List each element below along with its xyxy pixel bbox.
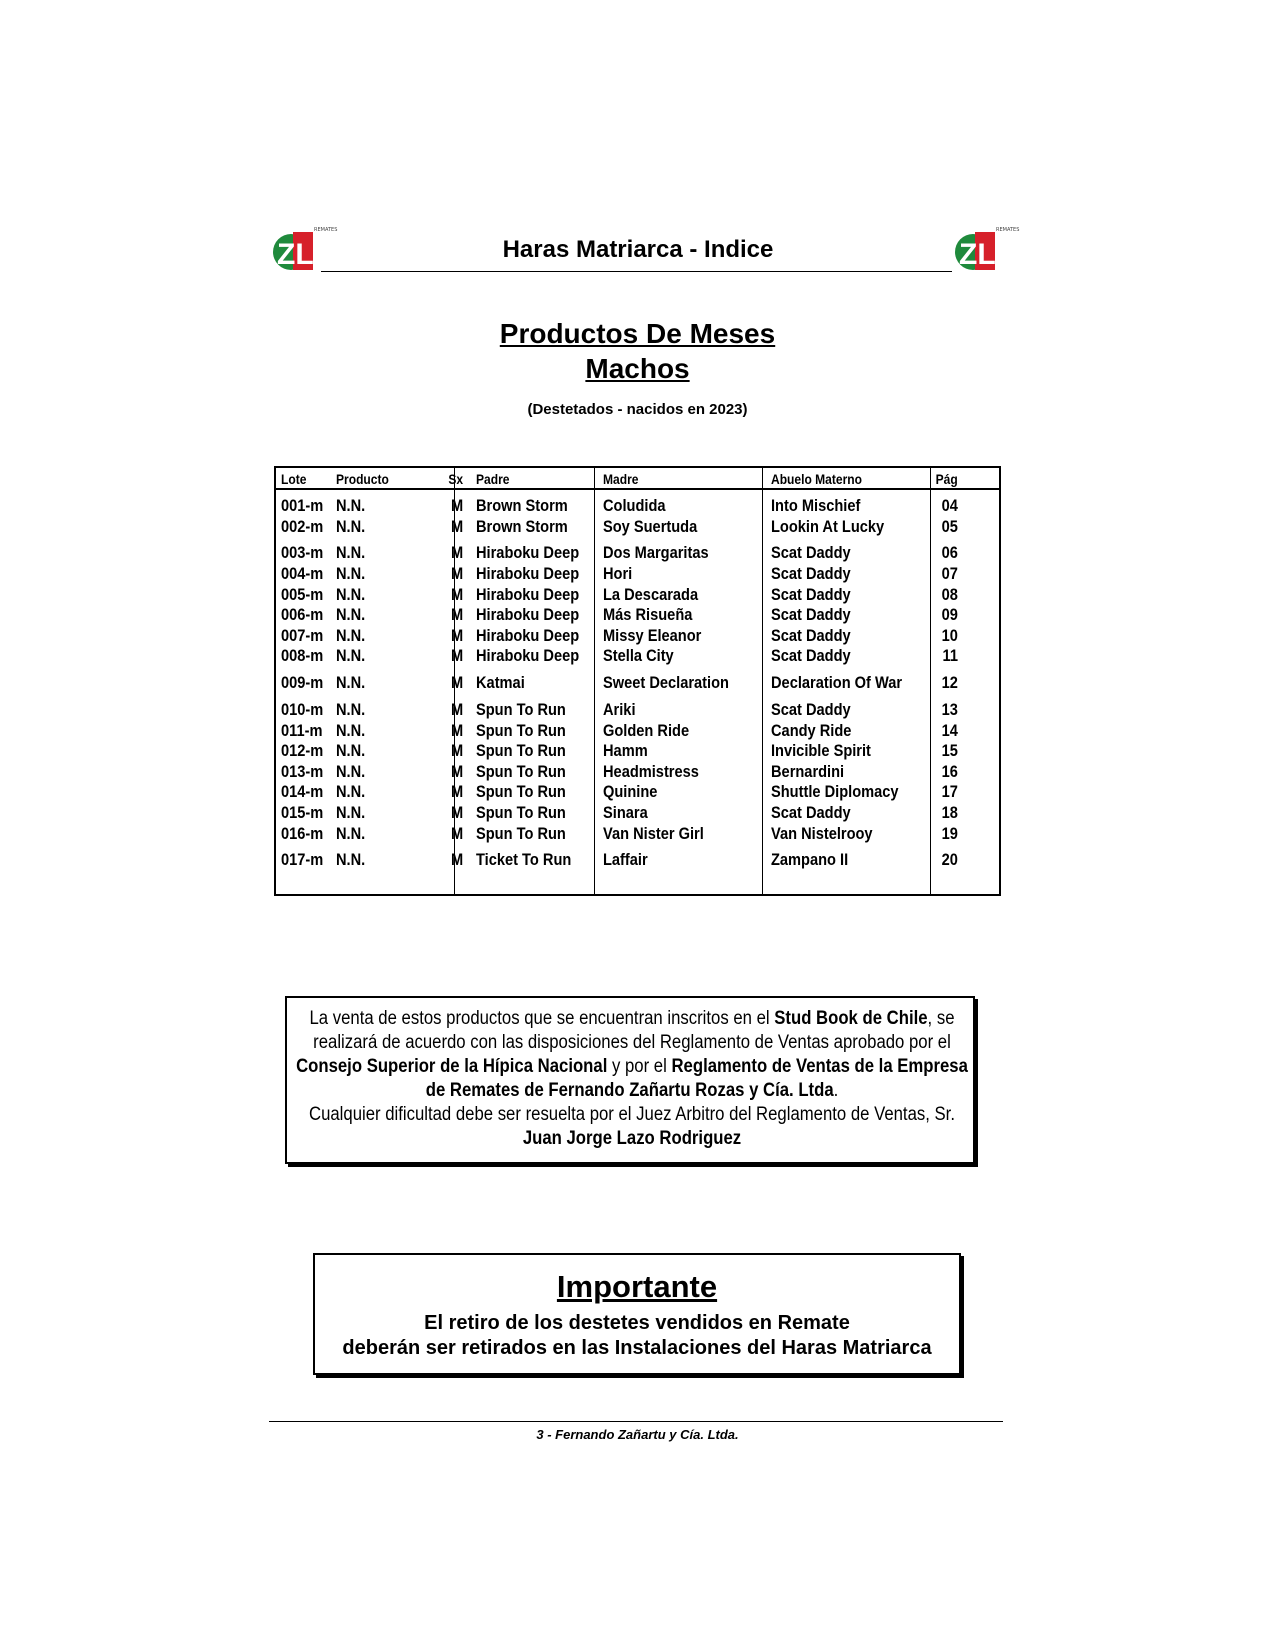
table-cell: M <box>450 761 463 781</box>
table-cell: Ticket To Run <box>476 850 572 870</box>
table-cell: Dos Margaritas <box>603 543 709 563</box>
table-cell: Zampano II <box>771 850 849 870</box>
table-cell: Missy Eleanor <box>603 625 702 645</box>
remates-logo-left <box>271 227 338 274</box>
table-cell: Van Nistelrooy <box>771 823 873 843</box>
table-cell: M <box>450 584 463 604</box>
header-divider <box>321 271 952 272</box>
table-cell: Spun To Run <box>476 782 566 802</box>
table-cell: Coludida <box>603 496 666 515</box>
notice-text: La venta de estos productos que se encuentran inscritos en el Stud Book de Chile, se realizará de acuerdo con las disposiciones del Reglamento de Ventas aprobado por el Consejo Superior de la Hípica Nacional y por el Reglamento de Ventas de la Empresa de Remates de Fernando Zañartu Rozas y Cía. Ltda. Cualquier dificultad debe ser resuelta por el Juez Arbitro del Reglamento de Ventas, Sr. Juan Jorge Lazo Rodriguez <box>296 1008 968 1149</box>
table-cell: 13 <box>941 700 958 719</box>
remates-logo-right <box>953 227 1020 274</box>
table-cell: Sinara <box>603 803 648 822</box>
table-cell: Brown Storm <box>476 516 568 536</box>
table-cell: M <box>450 646 463 666</box>
table-cell: Invicible Spirit <box>771 741 871 761</box>
table-cell: 007-m <box>281 625 324 645</box>
table-cell: Into Mischief <box>771 496 861 515</box>
important-title: Importante <box>556 1269 718 1304</box>
table-header-divider <box>276 488 999 490</box>
logo-side-text: REMATES <box>314 227 338 233</box>
table-cell: 005-m <box>281 584 324 604</box>
table-cell: N.N. <box>336 761 366 781</box>
table-cell: N.N. <box>336 543 366 563</box>
table-cell: 19 <box>941 823 958 843</box>
table-cell: Hori <box>603 564 633 583</box>
table-cell: Headmistress <box>603 761 699 781</box>
table-cell: N.N. <box>336 516 366 536</box>
table-header-cell: Producto <box>336 471 389 487</box>
table-cell: Scat Daddy <box>771 700 851 719</box>
table-header-cell: Madre <box>603 471 639 487</box>
table-cell: N.N. <box>336 584 366 604</box>
table-cell: M <box>450 673 463 693</box>
table-cell: Hiraboku Deep <box>476 543 580 563</box>
table-cell: 04 <box>941 496 958 515</box>
table-cell: 16 <box>941 761 958 781</box>
table-cell: 003-m <box>281 543 324 563</box>
table-cell: 08 <box>941 584 958 604</box>
table-cell: Scat Daddy <box>771 605 851 625</box>
table-cell: M <box>450 741 463 761</box>
table-cell: 10 <box>941 625 958 645</box>
table-cell: Golden Ride <box>603 720 690 740</box>
table-cell: M <box>450 823 463 843</box>
table-cell: Spun To Run <box>476 700 566 719</box>
table-header-cell: Padre <box>476 471 510 487</box>
table-cell: Lookin At Lucky <box>771 516 885 536</box>
table-cell: Scat Daddy <box>771 584 851 604</box>
table-cell: N.N. <box>336 673 366 693</box>
table-cell: 016-m <box>281 823 324 843</box>
table-cell: Spun To Run <box>476 803 566 822</box>
table-cell: M <box>450 516 463 536</box>
table-cell: 001-m <box>281 496 324 515</box>
table-cell: 008-m <box>281 646 324 666</box>
table-cell: 006-m <box>281 605 324 625</box>
table-cell: N.N. <box>336 850 366 870</box>
table-cell: N.N. <box>336 625 366 645</box>
table-header-cell: Lote <box>281 471 307 487</box>
table-cell: M <box>450 720 463 740</box>
table-cell: Soy Suertuda <box>603 516 698 536</box>
table-cell: Spun To Run <box>476 823 566 843</box>
table-cell: N.N. <box>336 496 366 515</box>
table-cell: M <box>450 605 463 625</box>
table-cell: M <box>450 496 463 515</box>
table-cell: N.N. <box>336 646 366 666</box>
table-column-divider <box>454 468 455 894</box>
page-footer: 3 - Fernando Zañartu y Cía. Ltda. <box>536 1427 739 1442</box>
table-cell: 12 <box>941 673 958 693</box>
logo-side-text: REMATES <box>996 227 1020 233</box>
table-cell: Declaration Of War <box>771 673 903 693</box>
table-header-cell: Sx <box>448 471 463 487</box>
zl-logo-icon <box>271 228 315 272</box>
table-cell: Scat Daddy <box>771 543 851 563</box>
table-cell: 07 <box>941 564 958 583</box>
table-column-divider <box>594 468 595 894</box>
table-cell: Hiraboku Deep <box>476 564 580 583</box>
table-cell: Scat Daddy <box>771 803 851 822</box>
table-cell: 20 <box>941 850 958 870</box>
zl-logo-icon <box>953 228 997 272</box>
table-cell: 11 <box>942 646 958 666</box>
table-cell: Spun To Run <box>476 720 566 740</box>
table-header-cell: Abuelo Materno <box>771 471 862 487</box>
table-cell: Hamm <box>603 741 648 761</box>
logo-letters: ZL <box>959 238 996 271</box>
table-cell: 15 <box>941 741 958 761</box>
table-cell: N.N. <box>336 741 366 761</box>
table-cell: Scat Daddy <box>771 646 851 666</box>
table-cell: 09 <box>941 605 958 625</box>
table-cell: 06 <box>941 543 958 563</box>
table-cell: Spun To Run <box>476 741 566 761</box>
table-column-divider <box>762 468 763 894</box>
table-header-cell: Pág <box>935 471 958 487</box>
table-cell: Candy Ride <box>771 720 852 740</box>
page-header-title: Haras Matriarca - Indice <box>502 236 774 263</box>
table-cell: 010-m <box>281 700 324 719</box>
section-title: Productos De Meses <box>499 318 776 349</box>
table-cell: Van Nister Girl <box>603 823 704 843</box>
table-cell: M <box>450 803 463 822</box>
table-cell: Hiraboku Deep <box>476 646 580 666</box>
important-line-1: El retiro de los destetes vendidos en Remate <box>424 1312 850 1334</box>
table-cell: N.N. <box>336 700 366 719</box>
table-cell: La Descarada <box>603 584 699 604</box>
table-cell: M <box>450 625 463 645</box>
table-cell: Ariki <box>603 700 636 719</box>
sale-conditions-notice <box>285 996 975 1164</box>
table-cell: 013-m <box>281 761 324 781</box>
table-cell: Shuttle Diplomacy <box>771 782 899 802</box>
table-cell: Laffair <box>603 850 648 870</box>
footer-divider <box>269 1421 1003 1422</box>
table-cell: N.N. <box>336 782 366 802</box>
section-subtitle-machos: Machos <box>585 353 690 384</box>
important-box <box>313 1253 961 1375</box>
table-cell: Scat Daddy <box>771 564 851 583</box>
table-cell: Brown Storm <box>476 496 568 515</box>
table-column-divider <box>930 468 931 894</box>
table-cell: Stella City <box>603 646 674 666</box>
table-cell: 015-m <box>281 803 324 822</box>
table-cell: 011-m <box>281 720 323 740</box>
table-cell: Más Risueña <box>603 605 693 625</box>
lots-table <box>274 466 1001 896</box>
table-cell: Hiraboku Deep <box>476 584 580 604</box>
table-cell: M <box>450 700 463 719</box>
logo-letters: ZL <box>277 238 314 271</box>
table-cell: Quinine <box>603 782 658 802</box>
table-cell: 009-m <box>281 673 324 693</box>
important-line-2: deberán ser retirados en las Instalaciones del Haras Matriarca <box>342 1337 932 1359</box>
table-cell: N.N. <box>336 605 366 625</box>
table-cell: Sweet Declaration <box>603 673 729 693</box>
table-cell: M <box>450 850 463 870</box>
table-cell: 14 <box>941 720 958 740</box>
table-cell: Bernardini <box>771 761 845 781</box>
table-cell: M <box>450 564 463 583</box>
table-cell: 012-m <box>281 741 324 761</box>
table-cell: 004-m <box>281 564 324 583</box>
table-cell: 017-m <box>281 850 324 870</box>
table-cell: 014-m <box>281 782 324 802</box>
table-cell: Hiraboku Deep <box>476 625 580 645</box>
table-cell: Spun To Run <box>476 761 566 781</box>
table-cell: 18 <box>941 803 958 822</box>
table-cell: Hiraboku Deep <box>476 605 580 625</box>
table-cell: 17 <box>941 782 958 802</box>
table-cell: 05 <box>941 516 958 536</box>
table-cell: N.N. <box>336 564 366 583</box>
table-cell: 002-m <box>281 516 324 536</box>
table-cell: M <box>450 543 463 563</box>
table-cell: Katmai <box>476 673 525 693</box>
table-cell: N.N. <box>336 803 366 822</box>
table-cell: M <box>450 782 463 802</box>
table-cell: N.N. <box>336 720 366 740</box>
section-note: (Destetados - nacidos en 2023) <box>527 401 748 418</box>
table-cell: N.N. <box>336 823 366 843</box>
table-cell: Scat Daddy <box>771 625 851 645</box>
